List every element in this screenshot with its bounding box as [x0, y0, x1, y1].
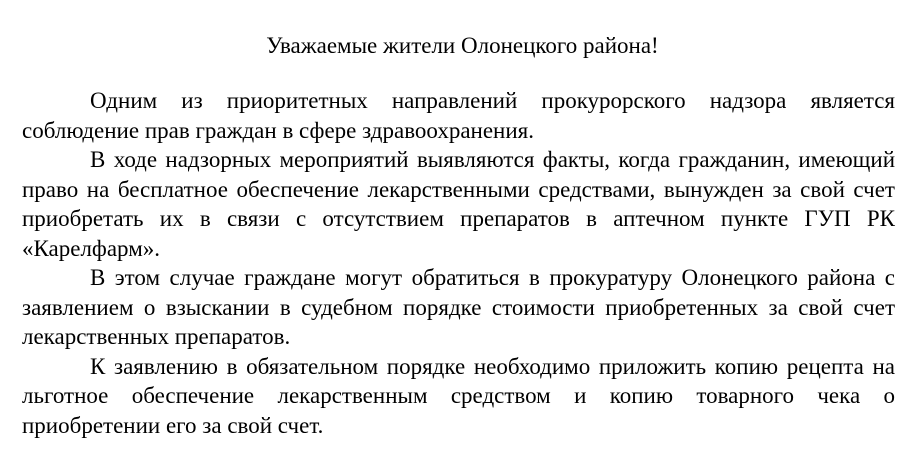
paragraph-priority: Одним из приоритетных направлений прокурорского надзора является соблюдение прав граждан в сфере здравоохранения. [22, 88, 895, 143]
document-heading: Уважаемые жители Олонецкого района! [266, 33, 659, 58]
paragraph-attachments: К заявлению в обязательном порядке необходимо приложить копию рецепта на льготное обеспечение лекарственным средством и копию товарного чека о приобретении его за свой счет. [22, 353, 895, 438]
paragraph-facts: В ходе надзорных мероприятий выявляются факты, когда гражданин, имеющий право на бесплатное обеспечение лекарственными средствами, вынужден за свой счет приобретать их в связи с отсутствием препаратов в аптечном пункте ГУП РК «Карелфарм». [22, 147, 895, 261]
paragraph-appeal: В этом случае граждане могут обратиться в прокуратуру Олонецкого района с заявлением о взыскании в судебном порядке стоимости приобретенных за свой счет лекарственных препаратов. [22, 265, 895, 349]
document-body [22, 86, 895, 440]
